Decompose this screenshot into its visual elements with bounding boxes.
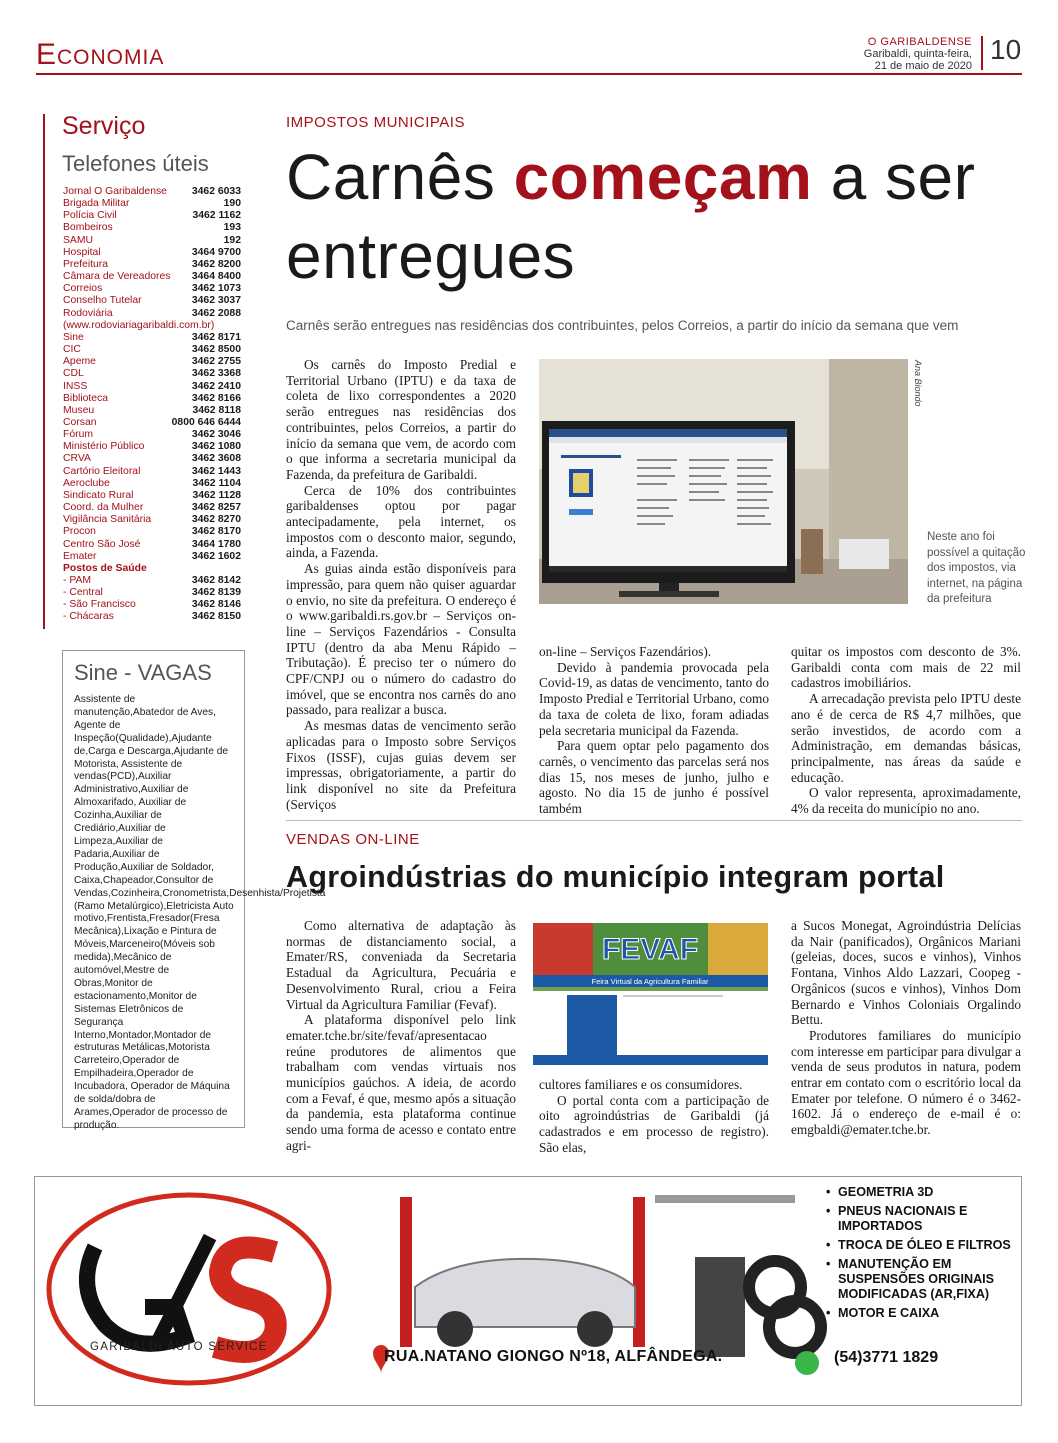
paragraph: O valor representa, aproximadamente, 4% da receita do município no ano. xyxy=(791,785,1021,817)
phone-name: - Central xyxy=(63,587,103,599)
article2-headline: Agroindústrias do município integram portal xyxy=(286,860,945,894)
headline-part-1: Carnês xyxy=(286,141,514,213)
phone-name: Fórum xyxy=(63,429,94,441)
phone-number: 3462 8150 xyxy=(191,611,241,623)
phone-number: 3462 8200 xyxy=(191,258,241,270)
headline-highlight: começam xyxy=(513,141,813,213)
phone-number: 3464 1780 xyxy=(191,538,241,550)
phone-number: 3462 8142 xyxy=(191,575,241,586)
alignment-machine-bar xyxy=(655,1195,795,1203)
phone-number: 3462 3608 xyxy=(191,453,241,465)
paragraph: Devido à pandemia provocada pela Covid-19, as datas de vencimento, tanto do Imposto Predial e Territorial Urbano, como da taxa de coleta de lixo, foram adiadas pela secretaria municipal da Fazenda. xyxy=(539,659,769,738)
phone-number: 190 xyxy=(223,198,241,210)
paragraph: cultores familiares e os consumidores. xyxy=(539,1077,743,1092)
phone-number: 3462 1443 xyxy=(191,465,241,477)
article2-column-3 xyxy=(791,918,1021,1138)
phone-name: Hospital xyxy=(63,246,101,258)
fevaf-portal-subtitle: Feira Virtual da Agricultura Familiar xyxy=(591,977,709,986)
phone-name: Conselho Tutelar xyxy=(63,295,142,307)
article1-column-2 xyxy=(539,644,769,817)
phone-row xyxy=(63,490,241,502)
phone-name: INSS xyxy=(63,380,88,392)
ad-services-list xyxy=(826,1185,1016,1325)
phone-name: Aeroclube xyxy=(63,477,110,489)
phone-row xyxy=(63,295,241,307)
paragraph: As guias ainda estão disponíveis para impressão, para quem não quiser aguardar o envio, no site da prefeitura. O endereço é o www.garibaldi.rs.gov.br – Serviços on-line – Serviços Fazendários - Consulta IPTU (dentro da aba Menu Rápido – Tributação). É preciso ter o número do CPF/CNPJ ou o número do cadastro do imóvel, que se encontra nos carnês do ano passado, para realizar a busca. xyxy=(286,561,516,718)
phone-row xyxy=(63,320,241,332)
phone-name: Correios xyxy=(63,283,103,295)
article2-column-2 xyxy=(539,1077,769,1156)
paragraph: O portal conta com a participação de oito agroindústrias de Garibaldi (já cadastrados e em processo de registro). São elas, xyxy=(539,1092,769,1155)
sine-title: Sine - VAGAS xyxy=(74,660,212,685)
phone-row xyxy=(63,259,241,271)
phone-name: Prefeitura xyxy=(63,258,109,270)
phone-row xyxy=(63,429,241,441)
phone-number: 3462 3037 xyxy=(191,295,241,307)
phone-row xyxy=(63,502,241,514)
phone-row xyxy=(63,222,241,234)
car-wheel-rear xyxy=(577,1311,613,1347)
phone-number: 3462 8171 xyxy=(191,331,241,343)
phone-row xyxy=(63,332,241,344)
phone-row xyxy=(63,344,241,356)
phone-row xyxy=(63,453,241,465)
edition-date: 21 de maio de 2020 xyxy=(874,60,972,72)
phone-number: 3462 1128 xyxy=(192,489,241,501)
article2-column-1 xyxy=(286,918,516,1154)
phone-row xyxy=(63,235,241,247)
article1-kicker: IMPOSTOS MUNICIPAIS xyxy=(286,114,465,131)
phone-name: Apeme xyxy=(63,356,96,368)
phone-name: CDL xyxy=(63,368,84,380)
ad-service-item: • GEOMETRIA 3D xyxy=(826,1185,1016,1200)
headline-part-2: a ser entregues xyxy=(286,141,976,292)
phone-number: 3462 6033 xyxy=(191,186,241,197)
phone-number: 3462 8270 xyxy=(191,514,241,526)
phone-number: 3462 8118 xyxy=(192,404,241,416)
ad-service-item: • MANUTENÇÃO EM SUSPENSÕES ORIGINAIS MODIFICADAS (AR,FIXA) xyxy=(826,1257,1016,1302)
phone-row xyxy=(63,198,241,210)
phone-name: Jornal O Garibaldense xyxy=(63,186,167,197)
phone-row xyxy=(63,405,241,417)
phone-name: Câmara de Vereadores xyxy=(63,271,171,283)
logo-s-mark xyxy=(215,1248,276,1353)
ad-brand-name: GARIBALDI AUTO SERVICE xyxy=(90,1341,268,1353)
phone-number: 3462 1104 xyxy=(192,477,241,489)
phone-number: 3462 1162 xyxy=(192,210,241,222)
phone-name: Emater xyxy=(63,550,97,562)
phone-name: Biblioteca xyxy=(63,392,109,404)
phone-number: 3462 1080 xyxy=(191,441,241,453)
fevaf-logo-text: FEVAF xyxy=(601,933,699,966)
sine-vacancies-text: Assistente de manutenção,Abatedor de Aves, Agente de Inspeção(Qualidade),Ajudante de,Carga e Descarga,Ajudante de Motorista, Assistente de vendas(PCD),Auxiliar Administrativo,Auxiliar de Almoxarifado, Auxiliar de Cozinha,Auxiliar de Crediário,Auxiliar de Limpeza,Auxiliar de Padaria,Auxiliar de Produção,Auxiliar de Soldador, Caixa,Chapeador,Consultor de Vendas,Cozinheira,Cronometrista,Desenhista/Projetista (Ramo Metalúrgico),Eletricista Auto motivo,Frentista,Fresador(Fresa Mecânica),Lixação e Pintura de Móveis,Marceneiro(Móveis sob medida),Mecânico de automóvel,Mestre de Obras,Monitor de estacionamento,Monitor de Sistemas Eletrônicos de Segurança Interno,Montador,Montador de estruturas Metálicas,Motorista Carreteiro,Operador de Empilhadeira,Operador de Incubadora, Operador de Máquina de solda/dobra de Arames,Operador de processo de produção. xyxy=(74,694,326,1131)
paragraph: Para quem optar pelo pagamento dos carnês, o vencimento das parcelas será nos dias 15, nos meses de junho, julho e agosto. No dia 15 de junho é possível também xyxy=(539,738,769,817)
phone-name: CRVA xyxy=(63,453,91,465)
edition-place-date: Garibaldi, quinta-feira, xyxy=(863,48,972,60)
ad-service-item: • MOTOR E CAIXA xyxy=(826,1306,1016,1321)
phone-number: 3462 8139 xyxy=(191,587,241,599)
paragraph: As mesmas datas de vencimento serão aplicadas para o Imposto sobre Serviços Fixos (ISSF), cujas guias devem ser impressas, obrigatoriamente, a partir do link disponível no site da Prefeitura (Serviços xyxy=(286,718,516,812)
sidebar-rule xyxy=(43,114,45,629)
phone-name: Sine xyxy=(63,331,84,343)
phone-row xyxy=(63,393,241,405)
paragraph: Os carnês do Imposto Predial e Territorial Urbano (IPTU) e da taxa de coleta de lixo correspondentes a 2020 serão entregues nas residências dos contribuintes, pelos Correios, a partir do início da semana que vem, de acordo com o que informa a secretaria municipal da Fazenda, da prefeitura de Garibaldi. xyxy=(286,357,516,482)
phone-row xyxy=(63,271,241,283)
phone-name: Bombeiros xyxy=(63,222,113,234)
article1-column-1 xyxy=(286,357,516,812)
phone-row xyxy=(63,611,241,623)
phone-number: 3462 8257 xyxy=(191,502,241,514)
phone-list xyxy=(63,186,241,624)
paragraph: Produtores familiares do município com interesse em participar para divulgar a venda de seus produtos in natura, podem entrar em contato com o escritório local da Emater por telefone. O número é o 3462-1602. Já o endereço de e-mail é o: emgbaldi@emater.tche.br. xyxy=(791,1027,1021,1138)
article1-column-3 xyxy=(791,644,1021,817)
phone-name: Museu xyxy=(63,404,95,416)
phone-name: (www.rodoviariagaribaldi.com.br) xyxy=(63,319,215,331)
lift-post-left xyxy=(400,1197,412,1347)
phone-name: Corsan xyxy=(63,416,97,428)
phone-row xyxy=(63,551,241,563)
phone-row xyxy=(63,283,241,295)
phone-number: 193 xyxy=(223,222,241,234)
phone-row xyxy=(63,563,241,575)
phone-name: Cartório Eleitoral xyxy=(63,465,141,477)
phone-number: 192 xyxy=(223,234,241,246)
phones-title: Telefones úteis xyxy=(62,151,209,176)
paragraph: a Sucos Monegat, Agroindústria Delícias da Nair (panificados), Orgânicos Mariani (geleias, doces, sucos e vinhos), Vinhos Fontana, Vinhos Aldo Lazzari, Coopeg - Orgânicos (sucos e vinhos), Vinhos Dom Bernardo e Vinhos Coloniais Orgalindo Bettu. xyxy=(791,918,1021,1028)
phone-number: 3462 8170 xyxy=(191,526,241,538)
article1-subtitle: Carnês serão entregues nas residências dos contribuintes, pelos Correios, a partir do início da semana que vem xyxy=(286,318,959,333)
paragraph: Como alternativa de adaptação às normas de distanciamento social, a Emater/RS, conveniada da Secretaria Estadual da Agricultura, Pecuária e Desenvolvimento Rural, criou a Feira Virtual da Agricultura Familiar (Fevaf). xyxy=(286,918,516,1012)
phone-name: Polícia Civil xyxy=(63,210,117,222)
fevaf-portal-screenshot xyxy=(533,923,768,1065)
phone-name: SAMU xyxy=(63,234,94,246)
phone-row xyxy=(63,417,241,429)
ad-address: RUA.NATANO GIONGO Nº18, ALFÂNDEGA. xyxy=(384,1348,723,1365)
phone-name: Sindicato Rural xyxy=(63,489,134,501)
phone-row xyxy=(63,587,241,599)
phone-number: 3462 2410 xyxy=(191,380,241,392)
phone-name: Postos de Saúde xyxy=(63,562,147,574)
whatsapp-icon xyxy=(795,1351,819,1375)
phone-row xyxy=(63,441,241,453)
page-number: 10 xyxy=(990,34,1022,65)
phone-name: Brigada Militar xyxy=(63,198,130,210)
phone-name: Rodoviária xyxy=(63,307,113,319)
phone-number: 3462 8166 xyxy=(191,392,241,404)
phone-row xyxy=(63,575,241,587)
photo-caption: Neste ano foi possível a quitação dos impostos, via internet, na página da prefeitura xyxy=(927,531,1026,605)
page-separator xyxy=(981,36,983,70)
phone-name: Centro São José xyxy=(63,538,141,550)
phone-number: 3464 8400 xyxy=(191,271,241,283)
phone-name: Procon xyxy=(63,526,96,538)
phone-number: 0800 646 6444 xyxy=(171,416,241,428)
servico-title: Serviço xyxy=(62,112,146,140)
phone-number: 3462 2088 xyxy=(191,307,241,319)
phone-row xyxy=(63,599,241,611)
phone-row xyxy=(63,514,241,526)
phone-number: 3464 9700 xyxy=(191,246,241,258)
phone-row xyxy=(63,539,241,551)
phone-number: 3462 3368 xyxy=(191,368,241,380)
phone-row xyxy=(63,308,241,320)
phone-name: Vigilância Sanitária xyxy=(63,514,152,526)
ad-service-item: • TROCA DE ÓLEO E FILTROS xyxy=(826,1238,1016,1253)
header-rule xyxy=(36,73,1022,75)
phone-number: 3462 1073 xyxy=(191,283,241,295)
paragraph: A plataforma disponível pelo link emater.tche.br/site/fevaf/apresentacao reúne produtores de alimentos que trabalham com vendas virtuais nos municípios gaúchos. A ideia, de acordo com a Fevaf, é que, mesmo após a situação da pandemia, esta plataforma continue sendo uma forma de acesso e contato entre agri- xyxy=(286,1012,516,1153)
phone-name: CIC xyxy=(63,344,81,356)
phone-row xyxy=(63,466,241,478)
phone-row xyxy=(63,186,241,198)
ad-phone: (54)3771 1829 xyxy=(834,1349,939,1366)
phone-name: - Chácaras xyxy=(63,611,114,623)
phone-row xyxy=(63,210,241,222)
article1-headline xyxy=(286,138,1016,296)
phone-number: 3462 2755 xyxy=(191,356,241,368)
ad-service-item: • PNEUS NACIONAIS E IMPORTADOS xyxy=(826,1204,1016,1234)
phone-name: Coord. da Mulher xyxy=(63,502,144,514)
paragraph: A arrecadação prevista pelo IPTU deste ano é de cerca de R$ 4,7 milhões, que serão investidos, de acordo com a Administração, em demandas básicas, principalmente, nas áreas da saúde e educação. xyxy=(791,691,1021,785)
phone-number: 3462 3046 xyxy=(191,429,241,441)
phone-name: Ministério Público xyxy=(63,441,145,453)
phone-row xyxy=(63,368,241,380)
publication-name: O GARIBALDENSE xyxy=(867,36,972,48)
article2-kicker: VENDAS ON-LINE xyxy=(286,831,420,848)
phone-row xyxy=(63,356,241,368)
phone-row xyxy=(63,381,241,393)
photo-credit: Ana Biondo xyxy=(913,360,923,407)
phone-name: - São Francisco xyxy=(63,599,136,611)
section-title: Economia xyxy=(36,38,165,71)
phone-name: - PAM xyxy=(63,575,92,586)
phone-row xyxy=(63,478,241,490)
paragraph: Cerca de 10% dos contribuintes garibaldenses optou por pagar antecipadamente, pela internet, os impostos com o desconto maior, segundo, ainda, a Fazenda. xyxy=(286,482,516,561)
article1-photo xyxy=(539,359,908,604)
phone-row xyxy=(63,247,241,259)
phone-number: 3462 1602 xyxy=(191,550,241,562)
phone-number: 3462 8146 xyxy=(191,599,241,611)
car-wheel-front xyxy=(437,1311,473,1347)
paragraph: on-line – Serviços Fazendários). xyxy=(539,644,712,659)
section-divider xyxy=(286,820,1022,821)
masthead xyxy=(864,36,972,72)
phone-row xyxy=(63,526,241,538)
phone-number: 3462 8500 xyxy=(191,344,241,356)
paragraph: quitar os impostos com desconto de 3%. Garibaldi conta com mais de 22 mil cadastros imobiliários. xyxy=(791,644,1021,691)
alignment-machine xyxy=(695,1257,745,1357)
